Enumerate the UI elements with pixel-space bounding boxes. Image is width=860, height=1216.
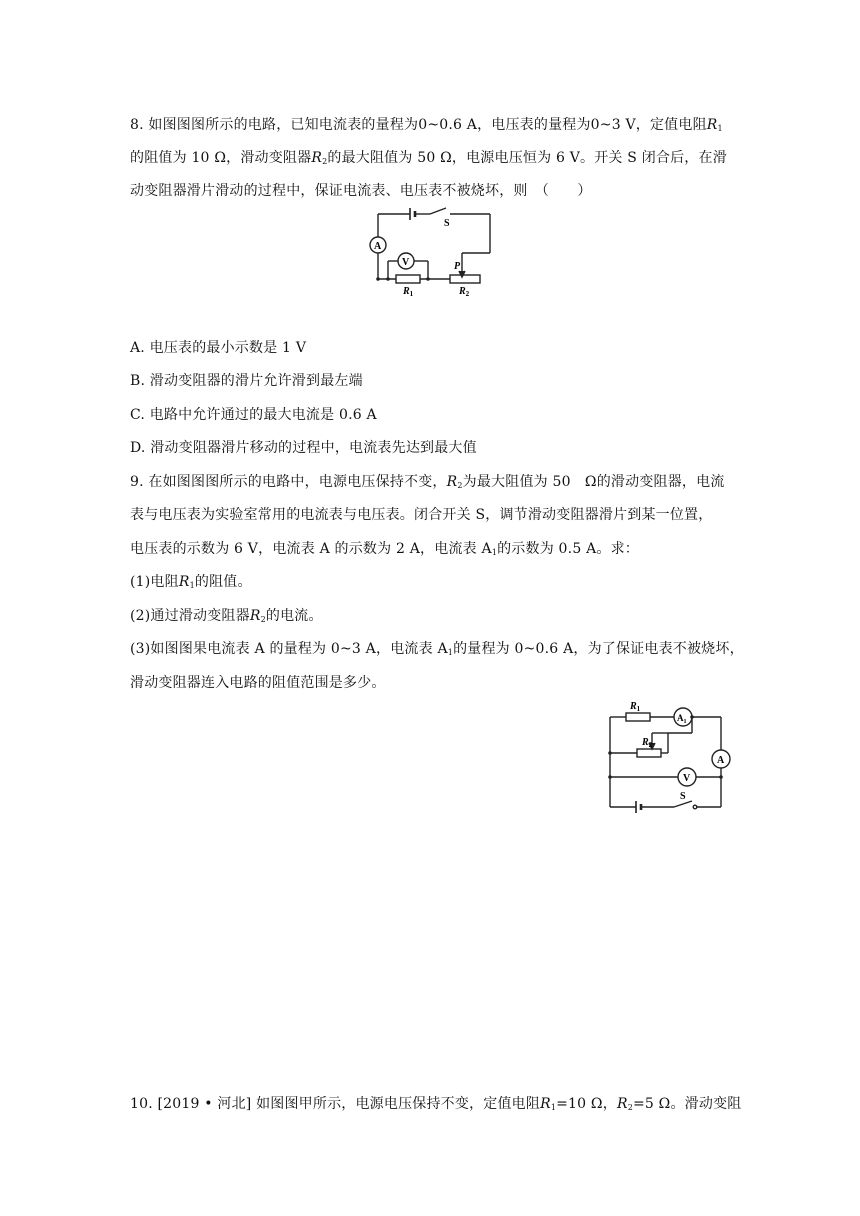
q8-switch-label: S	[444, 218, 450, 229]
q9-line-3-sub: 1	[491, 548, 498, 557]
q10-sub2: 2	[627, 1103, 633, 1112]
q8-ammeter-label: A	[374, 241, 382, 252]
q9-sub-2	[130, 605, 323, 625]
q8-sub: 1	[717, 124, 723, 133]
q10-line-1	[130, 1093, 741, 1113]
q10-mid: =10 Ω，	[556, 1096, 617, 1112]
q9-line-3	[130, 538, 639, 558]
q9-sub-3b: 的量程为 0~0.6 A，为了保证电表不被烧坏，	[453, 641, 744, 657]
q8-line-1-text: 8. 如图图图所示的电路，已知电流表的量程为0~0.6 A，电压表的量程为0~3 V，定值电阻	[130, 117, 707, 133]
q9-sub-3	[130, 638, 744, 658]
q9-sub-2a: (2)通过滑动变阻器	[130, 608, 250, 624]
q8-circuit-diagram	[360, 205, 500, 297]
q8-r1-label: $R_1$	[403, 286, 414, 297]
q9-line-3a: 电压表的示数为 6 V，电流表 A 的示数为 2 A，电流表 A	[130, 541, 492, 557]
q8-option-c: C. 电路中允许通过的最大电流是 0.6 A	[130, 407, 377, 423]
q8-option-b: B. 滑动变阻器的滑片允许滑到最左端	[130, 373, 363, 389]
q9-sub-2-sub: 2	[260, 615, 266, 624]
q8-sub2: 2	[322, 157, 328, 166]
q9-a-label: A	[717, 755, 725, 766]
q10-var-r1: R	[540, 1096, 551, 1112]
q9-circuit-diagram	[600, 697, 740, 815]
q9-sub-1-sub: 1	[189, 581, 195, 590]
q8-var-r2: R	[311, 150, 323, 166]
q9-sub-3a: (3)如图图果电流表 A 的量程为 0~3 A，电流表 A	[130, 641, 448, 657]
q9-line-1b: 为最大阻值为 50 Ω的滑动变阻器，电流	[462, 474, 725, 490]
q8-line-1	[130, 114, 723, 134]
q8-option-a: A. 电压表的最小示数是 1 V	[130, 340, 307, 356]
q10-line-1a: 10. [2019 • 河北] 如图图甲所示，电源电压保持不变，定值电阻	[130, 1096, 541, 1112]
q9-r1-label: $R_1$	[630, 701, 641, 713]
q9-sub-1-var: R	[178, 574, 190, 590]
q9-line-1a: 9. 在如图图图所示的电路中，电源电压保持不变，	[130, 474, 447, 490]
q9-sub-2b: 的电流。	[265, 608, 323, 624]
q9-switch-label: S	[680, 791, 686, 802]
q8-line-2a: 的阻值为 10 Ω，滑动变阻器	[130, 150, 312, 166]
q9-sub-1a: (1)电阻	[130, 574, 179, 590]
q9-line-3b: 的示数为 0.5 A。求：	[497, 541, 639, 557]
q10-sub1: 1	[550, 1103, 557, 1112]
q8-r2-label: $R_2$	[459, 286, 470, 297]
q10-var-r2: R	[616, 1096, 628, 1112]
q8-line-3: 动变阻器滑片滑动的过程中，保证电流表、电压表不被烧坏，则 （ ）	[130, 183, 592, 199]
q8-slider-label: P	[454, 261, 461, 272]
q9-sub-3-sub: 1	[447, 648, 454, 657]
q9-line-2: 表与电压表为实验室常用的电流表与电压表。闭合开关 S，调节滑动变阻器滑片到某一位置，	[130, 507, 713, 523]
q9-sub-1	[130, 571, 252, 591]
q10-line-1b: =5 Ω。滑动变阻	[632, 1096, 742, 1112]
q9-var-r2: R	[446, 474, 458, 490]
q9-v-label: V	[683, 773, 691, 784]
q9-r2-label: $R_2$	[642, 737, 653, 749]
q9-sub: 2	[457, 481, 463, 490]
q8-option-d: D. 滑动变阻器滑片移动的过程中，电流表先达到最大值	[130, 440, 477, 456]
q8-line-2b: 的最大阻值为 50 Ω，电源电压恒为 6 V。开关 S 闭合后，在滑	[327, 150, 727, 166]
q9-line-1	[130, 471, 725, 491]
q9-sub-2-var: R	[249, 608, 261, 624]
q9-a1-label: $A_1$	[677, 713, 687, 725]
q9-sub-1b: 的阻值。	[194, 574, 252, 590]
q8-voltmeter-label: V	[402, 257, 410, 268]
q9-sub-3-cont: 滑动变阻器连入电路的阻值范围是多少。	[130, 675, 386, 691]
q8-line-2	[130, 147, 727, 167]
q8-var-r: R	[706, 117, 718, 133]
